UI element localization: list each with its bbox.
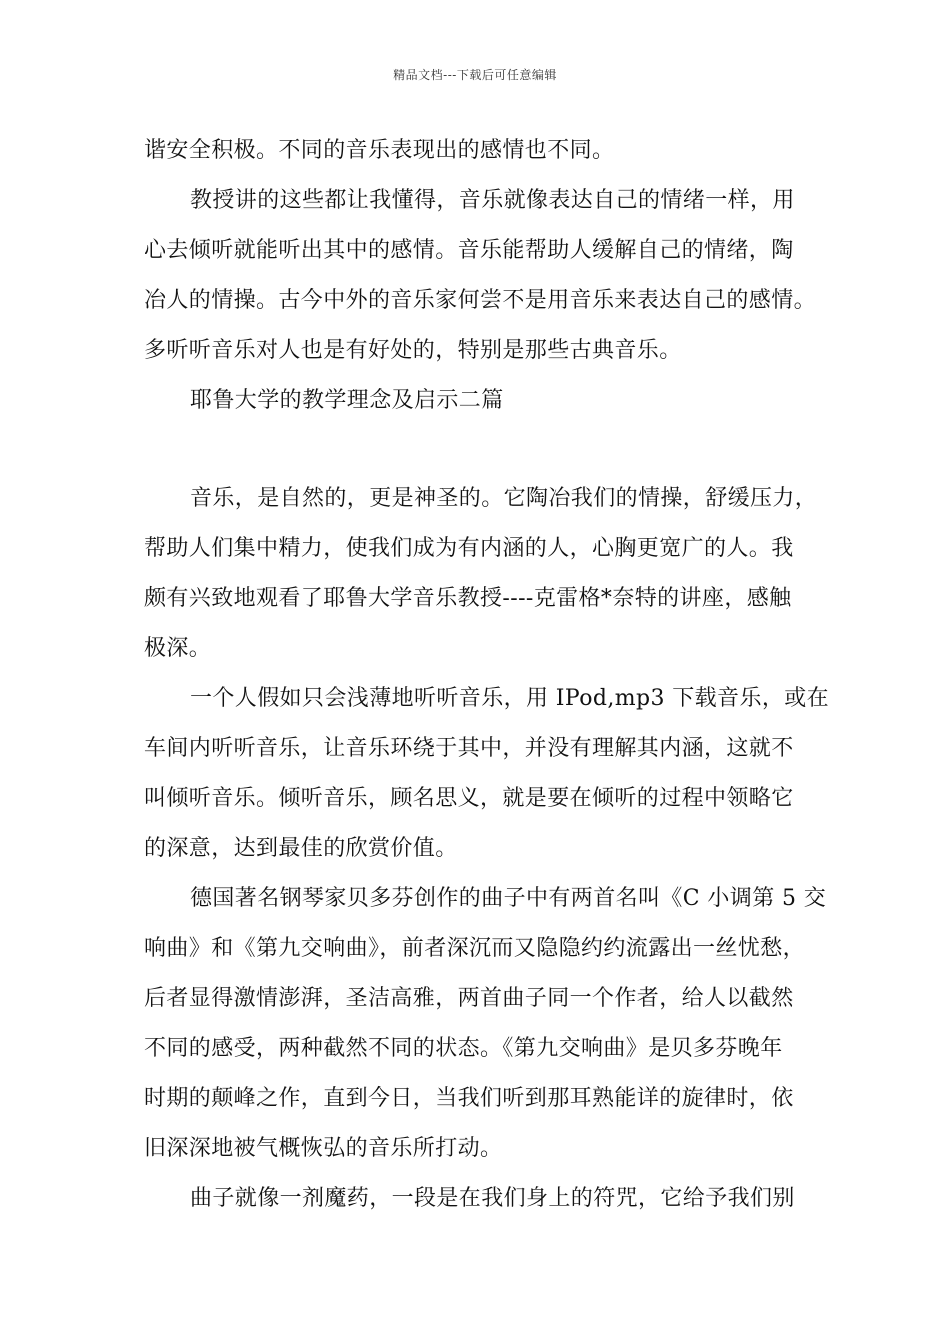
text-line: 颇有兴致地观看了耶鲁大学音乐教授----克雷格*奈特的讲座，感触 [144, 586, 792, 611]
text-line: 不同的感受，两种截然不同的状态。《第九交响曲》是贝多芬晚年 [144, 1036, 783, 1061]
text-line: 的深意，达到最佳的欣赏价值。 [144, 836, 458, 861]
text-line: 多听听音乐对人也是有好处的，特别是那些古典音乐。 [144, 338, 682, 363]
text-line: 教授讲的这些都让我懂得，音乐就像表达自己的情绪一样，用 [190, 188, 795, 213]
text-line: 音乐，是自然的，更是神圣的。它陶冶我们的情操，舒缓压力， [190, 486, 818, 511]
text-line: 响曲》和《第九交响曲》，前者深沉而又隐隐约约流露出一丝忧愁， [144, 936, 806, 961]
text-line: 心去倾听就能听出其中的感情。音乐能帮助人缓解自己的情绪，陶 [144, 238, 794, 263]
text-line: 极深。 [144, 636, 212, 661]
text-line: 帮助人们集中精力，使我们成为有内涵的人，心胸更宽广的人。我 [144, 536, 794, 561]
text-line: 谐安全积极。不同的音乐表现出的感情也不同。 [144, 138, 615, 163]
page-header: 精品文档---下载后可任意编辑 [393, 68, 557, 82]
section-title: 耶鲁大学的教学理念及启示二篇 [190, 388, 504, 413]
text-line: 冶人的情操。古今中外的音乐家何尝不是用音乐来表达自己的感情。 [144, 288, 817, 313]
text-line: 旧深深地被气概恢弘的音乐所打动。 [144, 1136, 503, 1161]
text-line: 后者显得激情澎湃，圣洁高雅，两首曲子同一个作者，给人以截然 [144, 986, 794, 1011]
text-line: 叫倾听音乐。倾听音乐，顾名思义，就是要在倾听的过程中领略它 [144, 786, 794, 811]
text-line: 时期的颠峰之作，直到今日，当我们听到那耳熟能详的旋律时，依 [144, 1086, 794, 1111]
text-line: 曲子就像一剂魔药，一段是在我们身上的符咒，它给予我们别 [190, 1186, 795, 1211]
text-line: 车间内听听音乐，让音乐环绕于其中，并没有理解其内涵，这就不 [144, 736, 794, 761]
text-line: 德国著名钢琴家贝多芬创作的曲子中有两首名叫《C 小调第 5 交 [190, 886, 827, 911]
text-line: 一个人假如只会浅薄地听听音乐，用 IPod,mp3 下载音乐，或在 [190, 686, 830, 711]
